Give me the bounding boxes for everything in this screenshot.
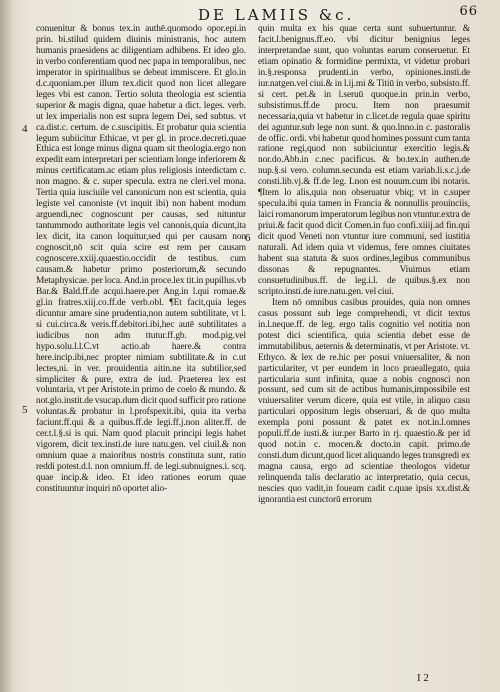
margin-number-5: 5 bbox=[22, 404, 28, 416]
signature-mark: I 2 bbox=[417, 672, 429, 684]
right-column-paragraph-1: quin multa ex his quae certa sunt subuertuntur. & facit.l.benignus.ff.eo. vbi dicitur benignius leges interpretandae sunt, quo voluntas earum conseruetur. Et etiam opinatio & formidine permixta, vt videtur probari in.§.responsa prudenti.in verbo, opiniones.insti.de iur.natgen.vel ciui.& in l.ij.mi & Titiū in verbo, subsisto.ff. si cert. pet.& in l.seruū quoque.in prin.in verbo, subsistimus.ff.de procu. Item non praesumit necessaria,quia vt habetur in c.licet.de regula quae spiritu dei aguntur.sub lege non sunt. & quo.lnno.in c. pastoralis de offic. ordi. vbi habetur quod homines possunt cum tanta ratione regi,quod non subiiciuntur exercitio legis.& nor.do.Abb.in c.nec pacificus. & bo.tex.in authen.de nup.§.si vero. column.secunda est etiam variab.li.s.c.j.de consti.lib.vj.& ff.de leg. Lnon est nouum.cum ibi notaris. ¶Item lo alis,quia non obseruatur vbiq; vt in c.super specula.ibi quia tamen in Francia & nonnullis prouinciis, laici romanorum imperatorum legibus non vtuntur.extra de priui.& facit quod dicit Comen.in fuo confi.xiiij.ad fin.qui dicit quod Veneti non vtuntur iure communi, sed iustitia naturali. Ad idem quia vt videmus, fere omnes ciuitates habent sua statuta & suos ordines,legibus communibus dissonas & repugnantes. Viuimus etiam consuetudinibus.ff. de leg.i.l. de quibus.§.ex non scripto.insti.de iure.natu.gen. vel ciui. bbox=[258, 24, 470, 297]
left-column-text: conuenitur & bonus tex.in authē.quomodo opor.epi.in prin. bi.stilud quidem diuinis ministranis, hoc autem humanis praesidens ac diligentiam adhibens. Et ideo glo. in verbo conferentiam quod nec papa in temporalibus, nec imperator in spiritualibus se debeat immiscere. Et glo.in d.c.quoniam.per illum tex.dicit quod non licet allegare leges vbi est canon. Tertio soluta theologia est scientia superior & magis digna, quae habetur a dict. leges. verb. ut lex imperialis non est supra legem Dei, sed subtus. vt ca.dist.c. certum. de c.suscipitis. Et probatur quia scientia legum subiicitur Ethicae, vt per gl. in proce.decreti.quae Ethica est longe minus digna quam sit theologia.ergo non expedit eam interpretari per scientiam longe inferiorem & minus certificatam.ac etiam plus religiosis interdictam c. non magno. & c. super specula. extra ne cleri.vel mona. Tertia quia iusciuile vel canonicum non est scientia, quia legiste vel canoniste (vt inquit ibi) non habent modum arguendi,nec cognoscunt per causas, sed nituntur tantummodo authoritate legis vel canonis,quia dicunt,ita lex dicit, ita canon loquitur,sed qui per causam non cognoscit,nō scit quia scire est rem per causam cognoscere.xxiij.quaestio.occidit de testibus. cum causam.& habetur primo posteriorum,& secundo Metaphysicae. per loca. And.in proce.lex tit.in pupillus.vb Bar.& Bald.ff.de acqui.haere.per Ang.in l.qui romae.& gl.in fratres.xiij.co.ff.de verb.obl. ¶Et facit,quia leges dicuntur amare sine prudentia,non autem subtilitate, vt l. si cui.circa.& veris.ff.debitori.ibi,hec autē subtilitates a iudicibus non adm ttutur.ff.gb. mod.pig.vel hypo.solu.l.l.C.vt actio.ab haere.& contra here.incip.ibi,nec propter nimiam subtilitate.& in c.ut lectes,ni. in ver. prouidentia aitin.ne ita subtilior,sed simpliciter & pure, extra de iud. Praeterea lex est voluntaria, vt per Aristote.in primo de coelo & mundo. & not.glo.instit.de vsucap.dum dicit quod sufficit pro ratione voluntas.& probatur in l.profspexit.ibi, quia ita verba faciunt.ff.qui & a quibus.ff.de legi.ff.j.non aliter.ff. de cer.t.l.§.si is qui. Nam quod placuit principi legis habet vigorem, dicit tex.insti.de iure natu.gen. vel ciuil.& non omnium quae a maioribus nostris constituta sunt, ratio reddi potest.d.l. non omnium.ff. de legi.subnuignes.i. scq. quae incip.& ideo. Et ideo rationes eorum quae constituuntur inquiri nō oportet alio- bbox=[36, 24, 246, 495]
right-column-paragraph-2: Item nō omnibus casibus prouides, quia non omnes casus possunt sub lege comprehendi, vt dicit textus in.l.neque.ff. de leg. ergo talis cognitio vel notitia non potest dici scientifica, quia scientia debet esse de immutabilibus, aeternis & determinatis, vt per Aristote. vt. Ethyco. & lex de re.hic per posui vniuersaliter, & non particulariter, vt per eundem in loco praeallegato, quia particularia sunt infinita, quae a nobis cognosci non possunt, sed cum sit de actibus humanis,impossibile est vniuersaliter verum dicere, quia est vtile, in aliquo casu particulari oppositum legis obseruari, & de quo multa exempla poni possunt & patet ex not.in.l.omnes populi.ff.de iusti.& iur.per Barto in rj. quaestio.& per id quod not.in c. mocen.& docto.in capit. primo.de consti.dum dicunt,quod licet aliquando leges transgredi ex magna causa, ergo ad scientiae theologos videtur relinquenda talis declaratio ac interpretatio, quia cecus, nescies quo vadit,in foueam cadit c.quae ipsis xx.dist.& ignorantia est cunctorū errorum bbox=[258, 297, 470, 505]
running-title: DE LAMIIS &c. bbox=[198, 6, 355, 24]
left-column bbox=[36, 24, 246, 495]
page-number: 66 bbox=[459, 4, 478, 19]
margin-number-6: 6 bbox=[245, 232, 251, 244]
right-column bbox=[258, 24, 470, 506]
running-head bbox=[38, 6, 478, 26]
margin-number-4: 4 bbox=[22, 123, 28, 135]
